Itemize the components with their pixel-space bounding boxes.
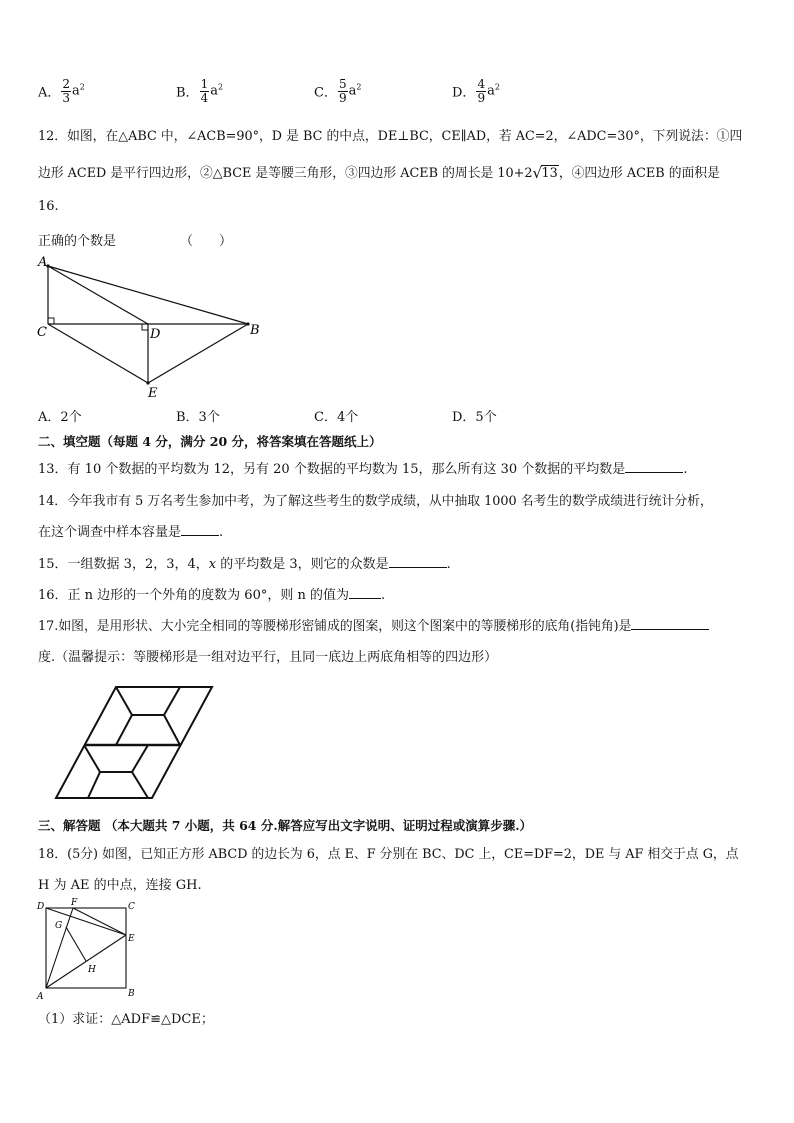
q12-line4: 正确的个数是 （ ） (38, 234, 233, 249)
q18-line1: 18．(5分) 如图，已知正方形 ABCD 的边长为 6，点 E、F 分别在 BC、DC 上，CE=DF=2，DE 与 AF 相交于点 G，点 (38, 847, 739, 862)
q16: 16．正 n 边形的一个外角的度数为 60°，则 n 的值为 . (38, 588, 386, 603)
q12-option-a: A．2个 (38, 410, 82, 425)
segment-fe (73, 908, 126, 935)
q11-option-a: A． $\frac{2}{3}$ $a^2$ (38, 77, 85, 105)
q12-option-b: B．3个 (176, 410, 220, 425)
label-f: F (71, 898, 78, 908)
answer-blank (181, 523, 219, 536)
q13: 13．有 10 个数据的平均数为 12，另有 20 个数据的平均数为 15，那么所有这 30 个数据的平均数是 . (38, 462, 688, 477)
answer-blank (349, 586, 381, 599)
point-e (146, 381, 149, 384)
answer-blank (389, 555, 447, 568)
q17-line2: 度.（温馨提示：等腰梯形是一组对边平行，且同一底边上两底角相等的四边形） (38, 650, 498, 665)
q12-line1: 12．如图，在△ABC 中，∠ACB=90°，D 是 BC 的中点，DE⊥BC，CE∥AD，若 AC=2，∠ADC=30°，下列说法：①四 (38, 129, 743, 144)
section3-title: 三、解答题 （本大题共 7 小题，共 64 分.解答应写出文字说明、证明过程或演算步骤.） (38, 818, 533, 833)
q14-line2: 在这个调查中样本容量是 . (38, 525, 224, 540)
q18-line2: H 为 AE 的中点，连接 GH. (38, 878, 202, 893)
label-d: D (37, 902, 45, 912)
top-hex-edge-3 (116, 715, 132, 745)
segment-af (46, 908, 73, 988)
top-hex-edge-2 (164, 687, 180, 715)
bottom-hex-edge-3 (88, 772, 100, 798)
label-e: E (128, 934, 135, 944)
top-hex-edge-4 (164, 715, 180, 745)
bottom-hex-edge-2 (132, 745, 148, 772)
q12-option-c: C．4个 (314, 410, 359, 425)
q11-option-c: C． $\frac{5}{9}$ $a^2$ (314, 77, 362, 105)
q14-line1: 14．今年我市有 5 万名考生参加中考，为了解这些考生的数学成绩，从中抽取 1000 名考生的数学成绩进行统计分析， (38, 494, 713, 509)
answer-blank (631, 617, 709, 630)
answer-blank (625, 460, 683, 473)
label-d: D (150, 327, 161, 342)
q12-line3: 16. (38, 199, 59, 214)
radical-sign-icon: √ (532, 164, 543, 182)
label-b: B (128, 989, 135, 999)
q12-line2: 边形 ACED 是平行四边形，②△BCE 是等腰三角形，③四边形 ACEB 的周长是 10+2 √ 13，④四边形 ACEB 的面积是 (38, 164, 720, 182)
label-a: A (38, 255, 48, 270)
label-h: H (88, 965, 96, 975)
label-c: C (37, 325, 47, 340)
square-abcd (46, 908, 126, 988)
q18-square-figure (30, 896, 150, 1002)
q15: 15．一组数据 3，2，3，4，x 的平均数是 3，则它的众数是 . (38, 557, 451, 572)
segment-ae (46, 935, 126, 988)
segment-ad (48, 266, 148, 324)
segment-ab (48, 266, 248, 324)
q12-triangle-figure (30, 250, 270, 400)
q11-option-b: B． $\frac{1}{4}$ $a^2$ (176, 77, 224, 105)
right-angle-mark-d (142, 324, 148, 330)
segment-eb (148, 324, 248, 383)
q17-trapezoid-tiling-figure (50, 684, 220, 804)
label-b: B (250, 323, 260, 338)
fraction: $\frac{1}{4}$ (200, 77, 209, 105)
label-e: E (148, 386, 158, 400)
section2-title: 二、填空题（每题 4 分，满分 20 分，将答案填在答题纸上） (38, 434, 382, 449)
q17-line1: 17.如图，是用形状、大小完全相同的等腰梯形密铺成的图案，则这个图案中的等腰梯形的底角(指钝角)是 (38, 615, 709, 634)
label-c: C (128, 902, 135, 912)
fraction: $\frac{5}{9}$ (338, 77, 347, 105)
fraction: $\frac{2}{3}$ (62, 77, 71, 105)
segment-gh (66, 927, 86, 961)
q12-option-d: D．5个 (452, 410, 497, 425)
sqrt-expression: √ 13 (532, 164, 558, 182)
outer-parallelogram (56, 687, 212, 798)
top-hex-edge-1 (116, 687, 132, 715)
right-angle-mark-c (48, 318, 54, 324)
segment-ce (48, 324, 148, 383)
q11-option-d: D． $\frac{4}{9}$ $a^2$ (452, 77, 500, 105)
bottom-hex-edge-1 (84, 745, 100, 772)
fraction: $\frac{4}{9}$ (477, 77, 486, 105)
q18-part1: （1）求证：△ADF≌△DCE； (38, 1012, 214, 1027)
bottom-hex-edge-4 (132, 772, 148, 798)
label-a: A (37, 992, 44, 1002)
q11-options (38, 78, 558, 118)
label-g: G (55, 921, 63, 931)
